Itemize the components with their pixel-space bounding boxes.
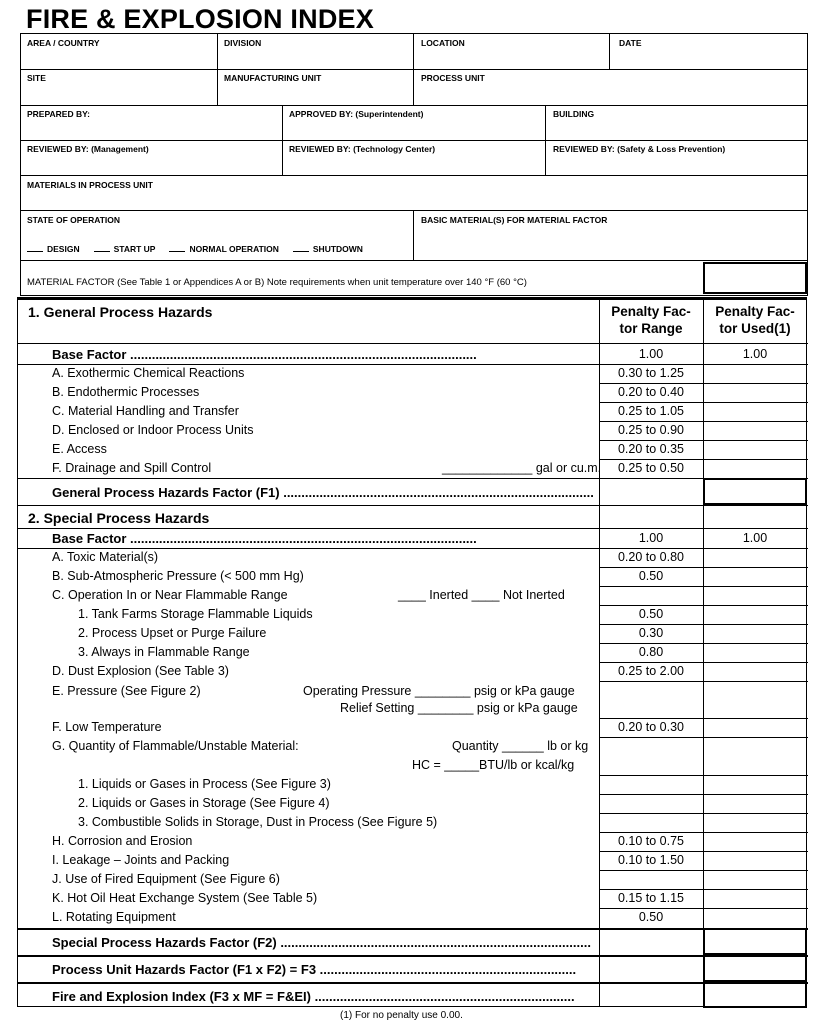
general-item-d: D. Enclosed or Indoor Process Units xyxy=(52,423,254,437)
footnote: (1) For no penalty use 0.00. xyxy=(340,1010,463,1021)
division-label: DIVISION xyxy=(224,38,262,48)
approved-by-label: APPROVED BY: (Superintendent) xyxy=(289,109,424,119)
special-item-e: E. Pressure (See Figure 2) xyxy=(52,684,201,698)
special-item-i-range: 0.10 to 1.50 xyxy=(617,853,685,867)
special-item-c3-range: 0.80 xyxy=(638,645,664,659)
special-item-c2-range: 0.30 xyxy=(638,626,664,640)
general-item-a-range: 0.30 to 1.25 xyxy=(617,366,685,380)
quantity-field[interactable]: Quantity ______ lb or kg xyxy=(452,739,589,753)
building-label: BUILDING xyxy=(553,109,595,119)
special-item-f-range: 0.20 to 0.30 xyxy=(617,720,685,734)
special-item-a-range: 0.20 to 0.80 xyxy=(617,550,685,564)
special-item-c3: 3. Always in Flammable Range xyxy=(78,645,250,659)
special-base-used[interactable]: 1.00 xyxy=(742,531,768,545)
special-item-f: F. Low Temperature xyxy=(52,720,162,734)
general-item-e-range: 0.20 to 0.35 xyxy=(617,442,685,456)
range-header-1: Penalty Fac- xyxy=(611,304,691,319)
general-base-factor: Base Factor ................................................................................................ xyxy=(52,347,477,362)
fei-box[interactable] xyxy=(703,982,807,1008)
general-item-d-range: 0.25 to 0.90 xyxy=(617,423,685,437)
op-shutdown[interactable]: SHUTDOWN xyxy=(293,244,363,254)
form-title: FIRE & EXPLOSION INDEX xyxy=(26,4,374,34)
manufacturing-unit-label: MANUFACTURING UNIT xyxy=(224,73,322,83)
general-item-b-range: 0.20 to 0.40 xyxy=(617,385,685,399)
material-factor-label: MATERIAL FACTOR (See Table 1 or Appendices A or B) Note requirements when unit temperature over 140 °F (60 °C) xyxy=(27,277,527,288)
special-item-g1: 1. Liquids or Gases in Process (See Figure 3) xyxy=(78,777,331,791)
special-item-g: G. Quantity of Flammable/Unstable Material: xyxy=(52,739,299,753)
general-base-range: 1.00 xyxy=(638,347,664,361)
special-item-c1: 1. Tank Farms Storage Flammable Liquids xyxy=(78,607,313,621)
state-of-operation-label: STATE OF OPERATION xyxy=(27,215,121,225)
heat-of-combustion-field[interactable]: HC = _____BTU/lb or kcal/kg xyxy=(412,758,575,772)
basic-material-label: BASIC MATERIAL(S) FOR MATERIAL FACTOR xyxy=(421,215,608,225)
general-base-used[interactable]: 1.00 xyxy=(742,347,768,361)
material-factor-box[interactable] xyxy=(703,262,807,294)
special-item-l: L. Rotating Equipment xyxy=(52,910,176,924)
special-base-range: 1.00 xyxy=(638,531,664,545)
materials-label: MATERIALS IN PROCESS UNIT xyxy=(27,180,153,190)
special-hazards-factor: Special Process Hazards Factor (F2) ...................................................................................... xyxy=(52,935,591,950)
special-item-k: K. Hot Oil Heat Exchange System (See Table 5) xyxy=(52,891,318,905)
op-startup[interactable]: START UP xyxy=(94,244,156,254)
special-item-k-range: 0.15 to 1.15 xyxy=(617,891,685,905)
special-item-d: D. Dust Explosion (See Table 3) xyxy=(52,664,229,678)
general-item-f-range: 0.25 to 0.50 xyxy=(617,461,685,475)
op-design[interactable]: DESIGN xyxy=(27,244,80,254)
general-item-e: E. Access xyxy=(52,442,107,456)
op-normal[interactable]: NORMAL OPERATION xyxy=(169,244,278,254)
hazards-table xyxy=(17,297,807,1007)
special-item-i: I. Leakage – Joints and Packing xyxy=(52,853,230,867)
process-unit-label: PROCESS UNIT xyxy=(421,73,485,83)
special-item-h-range: 0.10 to 0.75 xyxy=(617,834,685,848)
special-item-c: C. Operation In or Near Flammable Range xyxy=(52,588,288,602)
used-header-1: Penalty Fac- xyxy=(715,304,795,319)
general-item-f: F. Drainage and Spill Control xyxy=(52,461,212,475)
section-1-title: 1. General Process Hazards xyxy=(28,304,213,320)
special-item-b-range: 0.50 xyxy=(638,569,664,583)
range-header-2: tor Range xyxy=(619,321,683,336)
special-item-g3: 3. Combustible Solids in Storage, Dust in Process (See Figure 5) xyxy=(78,815,438,829)
section-2-title: 2. Special Process Hazards xyxy=(28,510,210,526)
location-label: LOCATION xyxy=(421,38,465,48)
reviewed-mgmt-label: REVIEWED BY: (Management) xyxy=(27,144,149,154)
special-item-l-range: 0.50 xyxy=(638,910,664,924)
used-header-2: tor Used(1) xyxy=(719,321,791,336)
operation-options xyxy=(27,244,363,254)
header-block xyxy=(20,33,808,296)
relief-setting-field[interactable]: Relief Setting ________ psig or kPa gauge xyxy=(340,701,578,715)
general-item-c-range: 0.25 to 1.05 xyxy=(617,404,685,418)
reviewed-safety-label: REVIEWED BY: (Safety & Loss Prevention) xyxy=(553,144,726,154)
inerted-options[interactable]: ____ Inerted ____ Not Inerted xyxy=(398,588,565,602)
special-item-a: A. Toxic Material(s) xyxy=(52,550,159,564)
special-item-d-range: 0.25 to 2.00 xyxy=(617,664,685,678)
site-label: SITE xyxy=(27,73,46,83)
prepared-by-label: PREPARED BY: xyxy=(27,109,90,119)
operating-pressure-field[interactable]: Operating Pressure ________ psig or kPa gauge xyxy=(303,684,575,698)
reviewed-tech-label: REVIEWED BY: (Technology Center) xyxy=(289,144,436,154)
general-item-a: A. Exothermic Chemical Reactions xyxy=(52,366,245,380)
general-item-c: C. Material Handling and Transfer xyxy=(52,404,239,418)
date-label: DATE xyxy=(619,38,642,48)
special-item-g2: 2. Liquids or Gases in Storage (See Figure 4) xyxy=(78,796,330,810)
special-item-b: B. Sub-Atmospheric Pressure (< 500 mm Hg) xyxy=(52,569,304,583)
fire-explosion-index: Fire and Explosion Index (F3 x MF = F&EI) ........................................................................ xyxy=(52,989,575,1004)
special-item-c2: 2. Process Upset or Purge Failure xyxy=(78,626,267,640)
special-item-c1-range: 0.50 xyxy=(638,607,664,621)
drainage-unit-field[interactable]: _____________ gal or cu.m. xyxy=(442,461,602,475)
special-base-factor: Base Factor ................................................................................................ xyxy=(52,531,477,546)
area-country-label: AREA / COUNTRY xyxy=(27,38,100,48)
special-item-j: J. Use of Fired Equipment (See Figure 6) xyxy=(52,872,280,886)
process-unit-factor-box[interactable] xyxy=(703,955,807,982)
general-hazards-factor: General Process Hazards Factor (F1) ...................................................................................... xyxy=(52,485,594,500)
general-factor-box[interactable] xyxy=(703,478,807,505)
process-unit-hazards-factor: Process Unit Hazards Factor (F1 x F2) = F3 ....................................................................... xyxy=(52,962,577,977)
general-item-b: B. Endothermic Processes xyxy=(52,385,200,399)
special-factor-box[interactable] xyxy=(703,928,807,955)
special-item-h: H. Corrosion and Erosion xyxy=(52,834,193,848)
